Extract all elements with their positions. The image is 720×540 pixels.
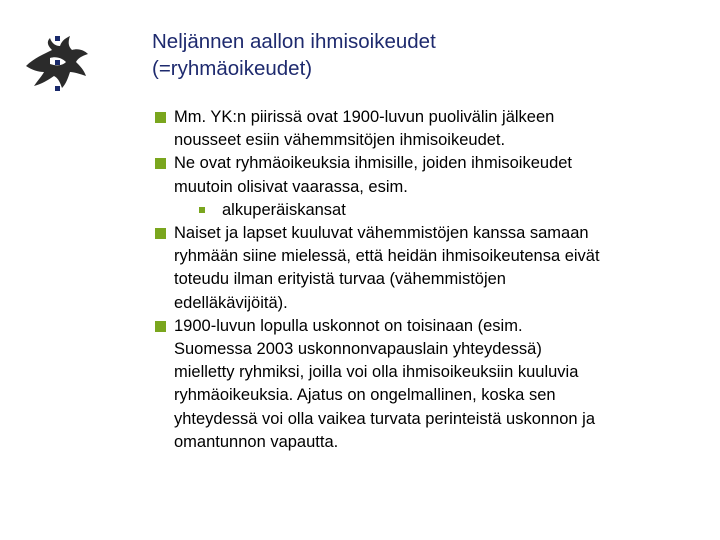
list-item-line: Naiset ja lapset kuuluvat vähemmistöjen kanssa samaan xyxy=(174,224,589,243)
bullet-list xyxy=(152,106,712,454)
list-item-line: toteudu ilman erityistä turvaa (vähemmistöjen xyxy=(174,270,506,289)
list-item xyxy=(152,222,712,315)
list-item-line: edelläkävijöitä). xyxy=(174,293,288,312)
list-item xyxy=(152,152,712,198)
list-item-line: Suomessa 2003 uskonnonvapauslain yhteydessä) xyxy=(174,340,542,359)
list-item-line: muutoin olisivat vaarassa, esim. xyxy=(174,177,408,196)
title-line-1: Neljännen aallon ihmisoikeudet xyxy=(152,30,436,53)
list-item-line: ryhmään siine mielessä, että heidän ihmisoikeutensa eivät xyxy=(174,247,600,266)
list-item-line: ryhmäoikeuksia. Ajatus on ongelmallinen, koska sen xyxy=(174,386,556,405)
sub-list-item-label: alkuperäiskansat xyxy=(222,200,346,219)
list-item-line: omantunnon vapautta. xyxy=(174,432,339,451)
list-item xyxy=(152,315,712,454)
list-item-line: Mm. YK:n piirissä ovat 1900-luvun puolivälin jälkeen xyxy=(174,108,555,126)
square-bullet-icon xyxy=(155,112,166,123)
list-item-line: mielletty ryhmiksi, joilla voi olla ihmisoikeuksiin kuuluvia xyxy=(174,363,579,382)
list-item-line: Ne ovat ryhmäoikeuksia ihmisille, joiden ihmisoikeudet xyxy=(174,154,573,173)
square-bullet-icon xyxy=(199,207,205,213)
list-item xyxy=(152,106,712,152)
square-bullet-icon xyxy=(155,228,166,239)
list-item-line: yhteydessä voi olla vaikea turvata perinteistä uskonnon ja xyxy=(174,409,595,428)
square-bullet-icon xyxy=(155,158,166,169)
list-item-line: nousseet esiin vähemmsitöjen ihmisoikeudet. xyxy=(174,131,506,150)
list-item-line: 1900-luvun lopulla uskonnot on toisinaan (esim. xyxy=(174,316,523,335)
square-bullet-icon xyxy=(155,321,166,332)
page-title xyxy=(152,28,436,82)
title-line-2: (=ryhmäoikeudet) xyxy=(152,57,313,80)
sub-list-item xyxy=(152,199,712,222)
